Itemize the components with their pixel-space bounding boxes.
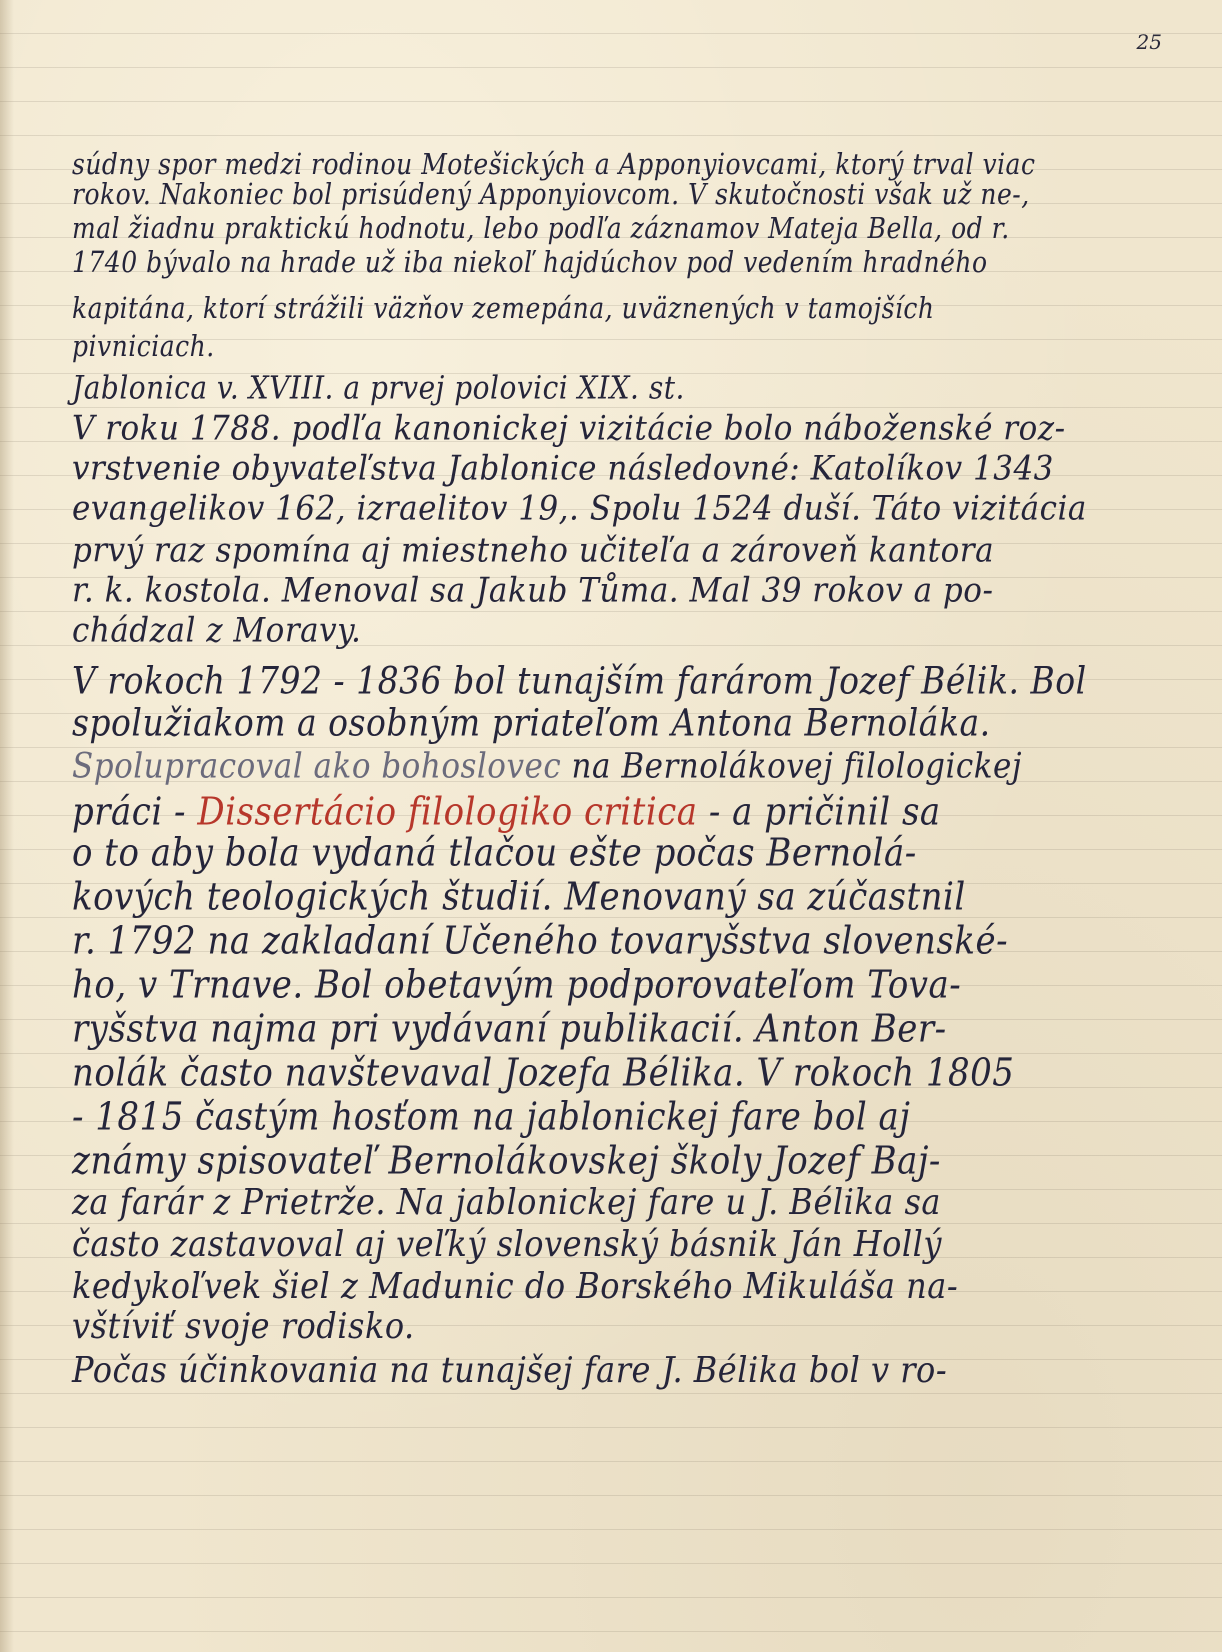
text-line-content: kových teologických študií. Menovaný sa zúčastnil	[72, 874, 966, 920]
line-after-text: - a pričinil sa	[697, 790, 941, 835]
text-line-content: o to aby bola vydaná tlačou ešte počas Bernolá-	[72, 830, 917, 876]
text-line-content: pivniciach.	[72, 329, 215, 364]
text-line-content: nolák často navštevaval Jozefa Bélika. V rokoch 1805	[72, 1050, 1015, 1096]
text-line-content: mal žiadnu praktickú hodnotu, lebo podľa záznamov Mateja Bella, od r.	[72, 211, 1010, 246]
page-edge-shadow	[0, 0, 14, 1652]
text-line-content: evangelikov 162, izraelitov 19,. Spolu 1524 duší. Táto vizitácia	[72, 488, 1087, 529]
text-line-content	[72, 746, 1022, 786]
text-line-content: V rokoch 1792 - 1836 bol tunajším farárom Jozef Bélik. Bol	[72, 658, 1087, 703]
text-line-content: chádzal z Moravy.	[72, 610, 362, 651]
text-line-content: r. 1792 na zakladaní Učeného tovaryšstva slovenské-	[72, 918, 1009, 964]
red-title-text: Dissertácio filologiko critica	[197, 790, 698, 835]
text-line-content: - 1815 častým hosťom na jablonickej fare bol aj	[72, 1094, 911, 1140]
faded-text: Spolupracoval ako bohoslovec	[72, 746, 562, 787]
text-line-content	[72, 790, 941, 835]
text-line-content: ho, v Trnave. Bol obetavým podporovateľom Tova-	[72, 962, 962, 1008]
text-line-content: za farár z Prietrže. Na jablonickej fare u J. Bélika sa	[72, 1180, 941, 1224]
text-line-content: vštíviť svoje rodisko.	[72, 1304, 415, 1348]
text-line-content: V roku 1788. podľa kanonickej vizitácie bolo náboženské roz-	[72, 408, 1066, 449]
text-line-content: známy spisovateľ Bernolákovskej školy Jozef Baj-	[72, 1138, 941, 1184]
text-line-content: často zastavoval aj veľký slovenský básnik Ján Hollý	[72, 1222, 942, 1266]
text-line-content: r. k. kostola. Menoval sa Jakub Tůma. Mal 39 rokov a po-	[72, 570, 994, 611]
text-line-content: 1740 bývalo na hrade už iba niekoľ hajdúchov pod vedením hradného	[72, 245, 988, 280]
text-line-content: kapitána, ktorí strážili väzňov zemepána, uväznených v tamojších	[72, 291, 935, 326]
text-line-content: ryšstva najma pri vydávaní publikacií. Anton Ber-	[72, 1006, 947, 1052]
text-line-content: spolužiakom a osobným priateľom Antona Bernoláka.	[72, 700, 991, 745]
text-line-content: vrstvenie obyvateľstva Jablonice následovné: Katolíkov 1343	[72, 448, 1054, 489]
page-number: 25	[1136, 30, 1162, 54]
line-rest-text: na Bernolákovej filologickej	[561, 746, 1022, 787]
text-line-content: Počas účinkovania na tunajšej fare J. Bélika bol v ro-	[72, 1348, 948, 1392]
text-line-content: rokov. Nakoniec bol prisúdený Apponyiovcom. V skutočnosti však už ne-,	[72, 177, 1030, 212]
section-heading-text: Jablonica v. XVIII. a prvej polovici XIX. st.	[72, 368, 685, 407]
text-line-content: kedykoľvek šiel z Madunic do Borského Mikuláša na-	[72, 1264, 959, 1308]
text-line-content: súdny spor medzi rodinou Motešických a Apponyiovcami, ktorý trval viac	[72, 147, 1036, 182]
text-line-content: prvý raz spomína aj miestneho učiteľa a zároveň kantora	[72, 530, 995, 571]
line-before-text: práci -	[72, 790, 198, 835]
